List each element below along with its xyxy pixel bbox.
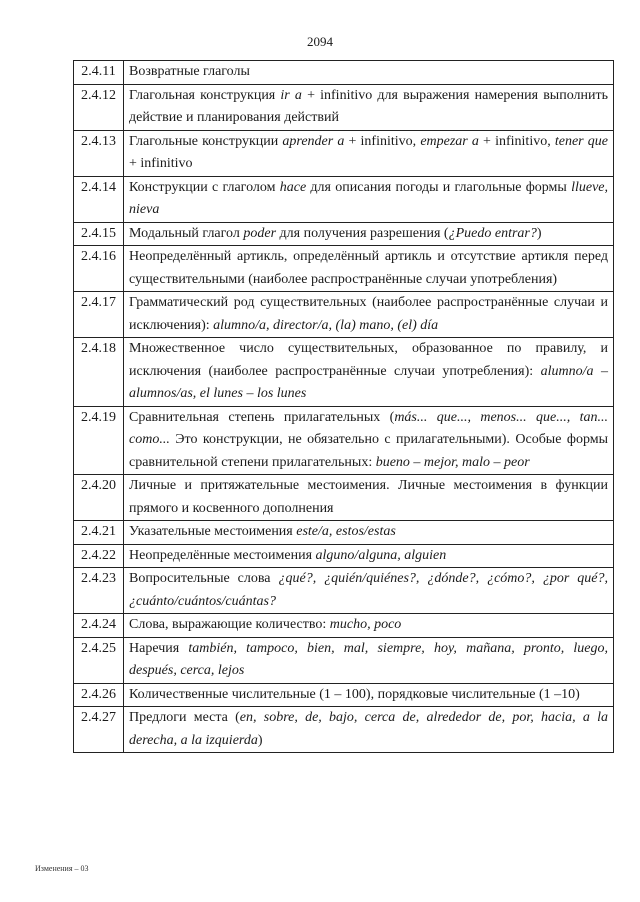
row-number: 2.4.17 — [74, 292, 124, 338]
row-number: 2.4.27 — [74, 707, 124, 753]
row-number: 2.4.12 — [74, 84, 124, 130]
row-description: Сравнительная степень прилагательных (más... que..., menos... que..., tan... como... Это конструкции, не обязательно с прилагательными). Особые формы сравнительной степени прилагательных: bueno – mejor, malo – peor — [124, 406, 614, 475]
table-row — [74, 683, 614, 707]
row-number: 2.4.13 — [74, 130, 124, 176]
table-row — [74, 292, 614, 338]
row-number: 2.4.24 — [74, 614, 124, 638]
row-description: Наречия también, tampoco, bien, mal, siempre, hoy, mañana, pronto, luego, después, cerca, lejos — [124, 637, 614, 683]
grammar-topics-table — [73, 60, 614, 753]
row-number: 2.4.14 — [74, 176, 124, 222]
table-row — [74, 338, 614, 407]
table-row — [74, 84, 614, 130]
row-number: 2.4.11 — [74, 61, 124, 85]
table-row — [74, 544, 614, 568]
row-description: Грамматический род существительных (наиболее распространённые случаи и исключения): alumno/a, director/a, (la) mano, (el) día — [124, 292, 614, 338]
table-row — [74, 406, 614, 475]
row-description: Личные и притяжательные местоимения. Личные местоимения в функции прямого и косвенного дополнения — [124, 475, 614, 521]
row-number: 2.4.23 — [74, 568, 124, 614]
row-description: Модальный глагол poder для получения разрешения (¿Puedo entrar?) — [124, 222, 614, 246]
table-row — [74, 637, 614, 683]
row-number: 2.4.18 — [74, 338, 124, 407]
row-description: Указательные местоимения este/a, estos/estas — [124, 521, 614, 545]
table-row — [74, 614, 614, 638]
table-row — [74, 61, 614, 85]
row-number: 2.4.20 — [74, 475, 124, 521]
row-description: Неопределённый артикль, определённый артикль и отсутствие артикля перед существительными (наиболее распространённые случаи употребления) — [124, 246, 614, 292]
row-number: 2.4.15 — [74, 222, 124, 246]
row-number: 2.4.19 — [74, 406, 124, 475]
table-row — [74, 568, 614, 614]
row-description: Вопросительные слова ¿qué?, ¿quién/quiénes?, ¿dónde?, ¿cómo?, ¿por qué?, ¿cuánto/cuántos/cuántas? — [124, 568, 614, 614]
row-description: Глагольная конструкция ir a + infinitivo для выражения намерения выполнить действие и планирования действий — [124, 84, 614, 130]
row-number: 2.4.26 — [74, 683, 124, 707]
row-description: Возвратные глаголы — [124, 61, 614, 85]
table-row — [74, 707, 614, 753]
table-row — [74, 176, 614, 222]
table-row — [74, 475, 614, 521]
row-number: 2.4.16 — [74, 246, 124, 292]
row-description: Количественные числительные (1 – 100), порядковые числительные (1 –10) — [124, 683, 614, 707]
row-description: Неопределённые местоимения alguno/alguna, alguien — [124, 544, 614, 568]
row-description: Предлоги места (en, sobre, de, bajo, cerca de, alrededor de, por, hacia, a la derecha, a la izquierda) — [124, 707, 614, 753]
row-description: Множественное число существительных, образованное по правилу, и исключения (наиболее распространённые случаи употребления): alumno/a – alumnos/as, el lunes – los lunes — [124, 338, 614, 407]
page-number: 2094 — [307, 34, 333, 49]
row-description: Глагольные конструкции aprender a + infinitivo, empezar a + infinitivo, tener que + infinitivo — [124, 130, 614, 176]
table-row — [74, 521, 614, 545]
table-row — [74, 246, 614, 292]
table-row — [74, 222, 614, 246]
table-body — [74, 61, 614, 753]
row-description: Конструкции с глаголом hace для описания погоды и глагольные формы llueve, nieva — [124, 176, 614, 222]
footer-revision: Изменения – 03 — [35, 864, 89, 873]
row-number: 2.4.25 — [74, 637, 124, 683]
row-number: 2.4.22 — [74, 544, 124, 568]
row-number: 2.4.21 — [74, 521, 124, 545]
table-row — [74, 130, 614, 176]
row-description: Слова, выражающие количество: mucho, poco — [124, 614, 614, 638]
